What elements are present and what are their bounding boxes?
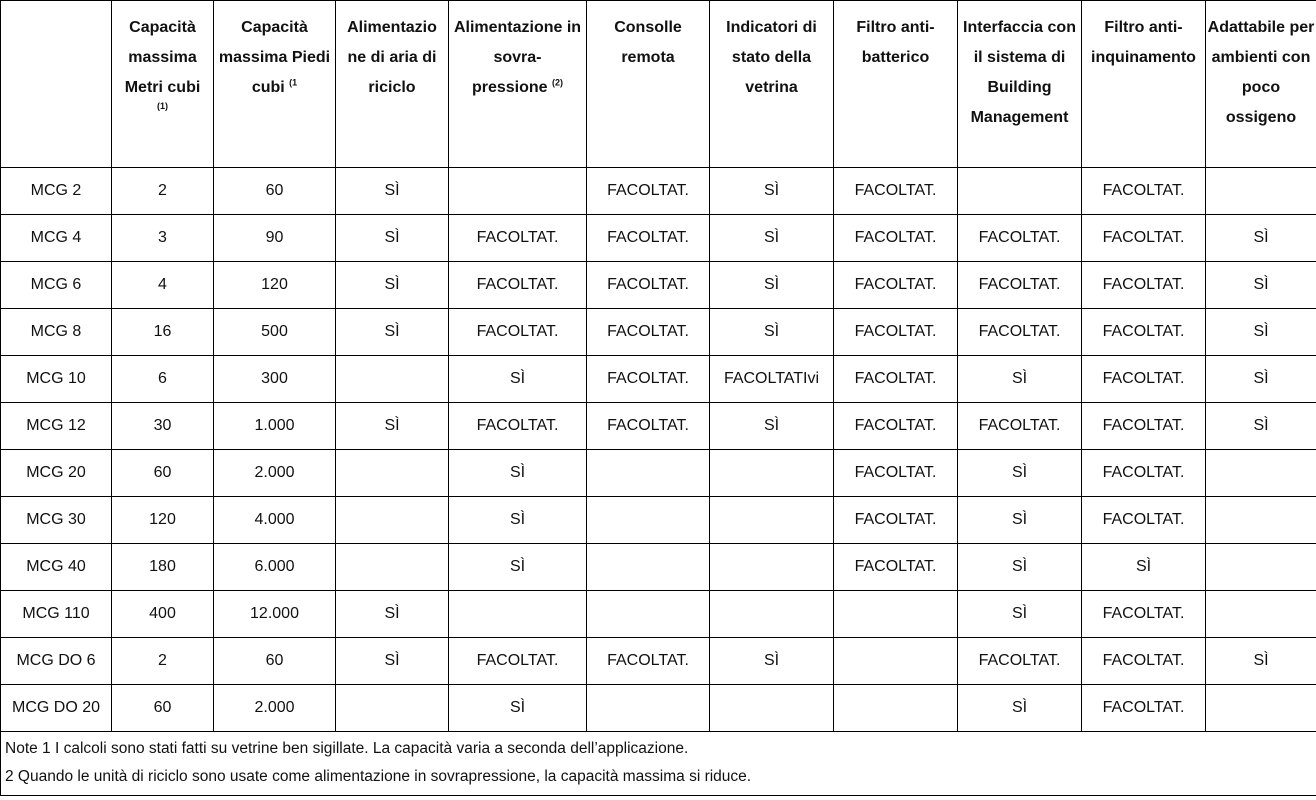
cell-overpressure: SÌ <box>449 544 587 591</box>
cell-antipollution-filter: FACOLTAT. <box>1082 685 1206 732</box>
cell-remote-console: FACOLTAT. <box>587 638 710 685</box>
cell-low-oxygen <box>1206 591 1316 638</box>
cell-remote-console: FACOLTAT. <box>587 356 710 403</box>
cell-overpressure: FACOLTAT. <box>449 638 587 685</box>
table-row <box>1 168 1316 215</box>
cell-recirculation: SÌ <box>336 638 449 685</box>
cell-remote-console: FACOLTAT. <box>587 403 710 450</box>
cell-capacity-ft3: 4.000 <box>214 497 336 544</box>
table-row <box>1 356 1316 403</box>
cell-bms-interface: FACOLTAT. <box>958 309 1082 356</box>
header-cell-status-indicators: Indicatori di stato della vetrina <box>710 1 834 168</box>
cell-remote-console <box>587 544 710 591</box>
cell-remote-console <box>587 591 710 638</box>
cell-capacity-ft3: 2.000 <box>214 450 336 497</box>
table-row <box>1 215 1316 262</box>
cell-low-oxygen: SÌ <box>1206 638 1316 685</box>
cell-bms-interface <box>958 168 1082 215</box>
cell-low-oxygen <box>1206 685 1316 732</box>
cell-remote-console <box>587 450 710 497</box>
cell-capacity-ft3: 6.000 <box>214 544 336 591</box>
cell-low-oxygen: SÌ <box>1206 262 1316 309</box>
cell-bms-interface: SÌ <box>958 544 1082 591</box>
header-cell-remote-console: Consolle remota <box>587 1 710 168</box>
cell-capacity-m3: 60 <box>112 685 214 732</box>
cell-antibacterial-filter: FACOLTAT. <box>834 262 958 309</box>
cell-recirculation <box>336 356 449 403</box>
cell-overpressure <box>449 591 587 638</box>
cell-low-oxygen <box>1206 544 1316 591</box>
cell-model: MCG 30 <box>1 497 112 544</box>
cell-antibacterial-filter: FACOLTAT. <box>834 544 958 591</box>
cell-recirculation <box>336 450 449 497</box>
header-cell-antibacterial-filter: Filtro anti-batterico <box>834 1 958 168</box>
table-row <box>1 638 1316 685</box>
cell-capacity-ft3: 60 <box>214 168 336 215</box>
cell-bms-interface: FACOLTAT. <box>958 638 1082 685</box>
cell-capacity-m3: 180 <box>112 544 214 591</box>
cell-recirculation: SÌ <box>336 591 449 638</box>
cell-recirculation: SÌ <box>336 168 449 215</box>
cell-capacity-ft3: 300 <box>214 356 336 403</box>
cell-antipollution-filter: FACOLTAT. <box>1082 591 1206 638</box>
header-row <box>1 1 1316 168</box>
cell-recirculation <box>336 497 449 544</box>
cell-bms-interface: SÌ <box>958 356 1082 403</box>
cell-status-indicators <box>710 685 834 732</box>
cell-bms-interface: SÌ <box>958 450 1082 497</box>
cell-low-oxygen: SÌ <box>1206 356 1316 403</box>
cell-model: MCG 12 <box>1 403 112 450</box>
cell-overpressure: SÌ <box>449 356 587 403</box>
header-cell-low-oxygen: Adattabile per ambienti con poco ossigeno <box>1206 1 1316 168</box>
cell-remote-console <box>587 685 710 732</box>
cell-status-indicators: SÌ <box>710 168 834 215</box>
cell-capacity-ft3: 90 <box>214 215 336 262</box>
cell-model: MCG DO 6 <box>1 638 112 685</box>
cell-status-indicators <box>710 497 834 544</box>
cell-model: MCG 110 <box>1 591 112 638</box>
cell-model: MCG 2 <box>1 168 112 215</box>
cell-low-oxygen <box>1206 497 1316 544</box>
cell-antipollution-filter: FACOLTAT. <box>1082 168 1206 215</box>
cell-capacity-m3: 2 <box>112 638 214 685</box>
header-cell-bms-interface: Interfaccia con il sistema di Building Management <box>958 1 1082 168</box>
cell-status-indicators: SÌ <box>710 403 834 450</box>
cell-low-oxygen <box>1206 450 1316 497</box>
cell-bms-interface: SÌ <box>958 497 1082 544</box>
cell-capacity-m3: 2 <box>112 168 214 215</box>
cell-overpressure: SÌ <box>449 497 587 544</box>
cell-bms-interface: SÌ <box>958 591 1082 638</box>
cell-overpressure: FACOLTAT. <box>449 262 587 309</box>
cell-remote-console <box>587 497 710 544</box>
cell-model: MCG DO 20 <box>1 685 112 732</box>
cell-antibacterial-filter: FACOLTAT. <box>834 168 958 215</box>
cell-antibacterial-filter: FACOLTAT. <box>834 215 958 262</box>
cell-antibacterial-filter: FACOLTAT. <box>834 309 958 356</box>
cell-bms-interface: SÌ <box>958 685 1082 732</box>
cell-capacity-m3: 30 <box>112 403 214 450</box>
table-row <box>1 403 1316 450</box>
cell-capacity-ft3: 120 <box>214 262 336 309</box>
table-row <box>1 497 1316 544</box>
cell-overpressure: SÌ <box>449 685 587 732</box>
footnote-marker: (1 <box>289 77 298 88</box>
cell-capacity-ft3: 500 <box>214 309 336 356</box>
header-cell-model <box>1 1 112 168</box>
cell-capacity-ft3: 60 <box>214 638 336 685</box>
cell-remote-console: FACOLTAT. <box>587 168 710 215</box>
footnote-marker: (2) <box>552 77 564 88</box>
table-row <box>1 685 1316 732</box>
cell-overpressure <box>449 168 587 215</box>
cell-overpressure: FACOLTAT. <box>449 403 587 450</box>
cell-antipollution-filter: FACOLTAT. <box>1082 309 1206 356</box>
cell-low-oxygen: SÌ <box>1206 215 1316 262</box>
cell-antipollution-filter: FACOLTAT. <box>1082 262 1206 309</box>
cell-antibacterial-filter <box>834 591 958 638</box>
cell-antibacterial-filter <box>834 638 958 685</box>
cell-antibacterial-filter: FACOLTAT. <box>834 497 958 544</box>
cell-status-indicators <box>710 450 834 497</box>
cell-recirculation: SÌ <box>336 309 449 356</box>
cell-recirculation <box>336 544 449 591</box>
cell-antipollution-filter: FACOLTAT. <box>1082 403 1206 450</box>
cell-antipollution-filter: FACOLTAT. <box>1082 497 1206 544</box>
cell-status-indicators: SÌ <box>710 262 834 309</box>
cell-recirculation <box>336 685 449 732</box>
cell-bms-interface: FACOLTAT. <box>958 403 1082 450</box>
cell-model: MCG 4 <box>1 215 112 262</box>
note-1: Note 1 I calcoli sono stati fatti su vetrine ben sigillate. La capacità varia a seconda dell’applicazione. <box>5 740 689 757</box>
cell-recirculation: SÌ <box>336 262 449 309</box>
cell-status-indicators: FACOLTATIvi <box>710 356 834 403</box>
cell-antibacterial-filter: FACOLTAT. <box>834 356 958 403</box>
header-cell-capacity-ft3: Capacità massima Piedi cubi $^{(1}$ <box>214 1 336 168</box>
cell-capacity-m3: 16 <box>112 309 214 356</box>
cell-status-indicators: SÌ <box>710 638 834 685</box>
table-row <box>1 544 1316 591</box>
cell-model: MCG 20 <box>1 450 112 497</box>
cell-overpressure: FACOLTAT. <box>449 309 587 356</box>
cell-capacity-m3: 6 <box>112 356 214 403</box>
table-row <box>1 591 1316 638</box>
cell-status-indicators <box>710 544 834 591</box>
header-cell-recirculation: Alimentazio ne di aria di riciclo <box>336 1 449 168</box>
notes-cell <box>1 732 1316 796</box>
cell-model: MCG 40 <box>1 544 112 591</box>
header-cell-capacity-m3: Capacità massima Metri cubi (1) <box>112 1 214 168</box>
cell-recirculation: SÌ <box>336 215 449 262</box>
cell-capacity-m3: 3 <box>112 215 214 262</box>
cell-capacity-m3: 400 <box>112 591 214 638</box>
cell-antipollution-filter: FACOLTAT. <box>1082 356 1206 403</box>
table-row <box>1 450 1316 497</box>
cell-capacity-m3: 120 <box>112 497 214 544</box>
table-row <box>1 309 1316 356</box>
cell-capacity-m3: 4 <box>112 262 214 309</box>
cell-model: MCG 10 <box>1 356 112 403</box>
cell-antibacterial-filter: FACOLTAT. <box>834 403 958 450</box>
header-cell-antipollution-filter: Filtro anti-inquinamento <box>1082 1 1206 168</box>
cell-low-oxygen: SÌ <box>1206 309 1316 356</box>
cell-recirculation: SÌ <box>336 403 449 450</box>
cell-low-oxygen <box>1206 168 1316 215</box>
cell-capacity-m3: 60 <box>112 450 214 497</box>
cell-model: MCG 6 <box>1 262 112 309</box>
cell-capacity-ft3: 1.000 <box>214 403 336 450</box>
footnote-marker: (1) <box>157 101 168 111</box>
cell-low-oxygen: SÌ <box>1206 403 1316 450</box>
cell-overpressure: SÌ <box>449 450 587 497</box>
header-cell-overpressure: Alimentazione in sovra-pressione $^{(2)}$ <box>449 1 587 168</box>
cell-capacity-ft3: 2.000 <box>214 685 336 732</box>
notes-row <box>1 732 1316 796</box>
cell-bms-interface: FACOLTAT. <box>958 262 1082 309</box>
cell-remote-console: FACOLTAT. <box>587 262 710 309</box>
cell-status-indicators <box>710 591 834 638</box>
cell-antipollution-filter: FACOLTAT. <box>1082 638 1206 685</box>
cell-remote-console: FACOLTAT. <box>587 309 710 356</box>
cell-antipollution-filter: SÌ <box>1082 544 1206 591</box>
note-2: 2 Quando le unità di riciclo sono usate come alimentazione in sovrapressione, la capacità massima si riduce. <box>5 768 752 785</box>
cell-antipollution-filter: FACOLTAT. <box>1082 450 1206 497</box>
cell-capacity-ft3: 12.000 <box>214 591 336 638</box>
cell-model: MCG 8 <box>1 309 112 356</box>
cell-overpressure: FACOLTAT. <box>449 215 587 262</box>
cell-antibacterial-filter <box>834 685 958 732</box>
cell-status-indicators: SÌ <box>710 309 834 356</box>
cell-antibacterial-filter: FACOLTAT. <box>834 450 958 497</box>
table-row <box>1 262 1316 309</box>
cell-status-indicators: SÌ <box>710 215 834 262</box>
cell-bms-interface: FACOLTAT. <box>958 215 1082 262</box>
cell-remote-console: FACOLTAT. <box>587 215 710 262</box>
cell-antipollution-filter: FACOLTAT. <box>1082 215 1206 262</box>
table-body <box>1 168 1316 732</box>
